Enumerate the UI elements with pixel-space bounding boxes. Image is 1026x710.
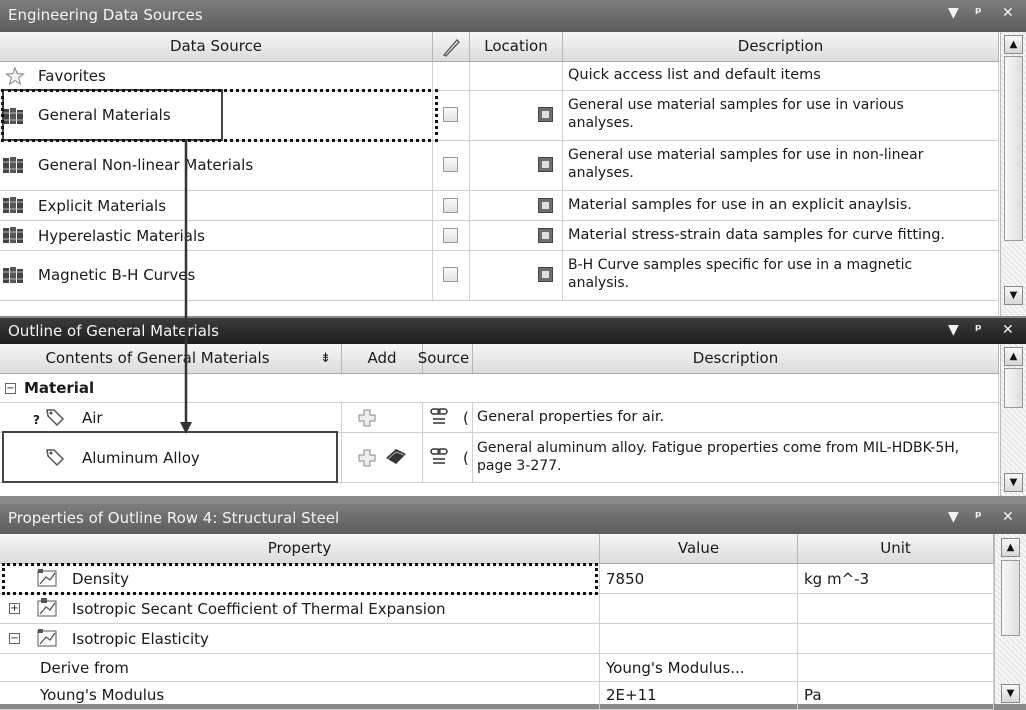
source-description: Quick access list and default items [568,67,821,83]
source-letter: ( [463,409,469,427]
add-icon[interactable] [358,409,376,427]
pin-icon[interactable]: ᵖ [975,5,982,21]
book-icon[interactable] [384,446,408,466]
chart-icon [37,598,59,618]
scroll-up-button[interactable]: ▲ [1001,538,1020,557]
location-cell [470,251,563,301]
properties-scrollbar[interactable] [994,534,1026,704]
value-cell[interactable] [600,654,798,682]
edit-cell [433,191,470,221]
property-cell [0,682,600,710]
location-icon[interactable] [538,157,553,172]
outline-title: Outline of General Materials [8,322,219,340]
books-icon [2,156,24,174]
properties-panel [0,504,1026,704]
source-cell [0,251,433,301]
material-name: Aluminum Alloy [82,449,200,467]
outline-row-partial [0,483,999,496]
close-icon[interactable]: ✕ [1002,509,1014,525]
property-name: Young's Modulus [40,686,165,704]
density-selection [2,563,598,595]
property-unit: kg m^-3 [804,570,870,588]
scroll-thumb[interactable] [1001,560,1020,636]
collapse-toggle[interactable]: − [6,383,15,394]
header-edit[interactable] [433,32,470,62]
header-contents[interactable] [0,344,342,374]
scroll-down-button[interactable]: ▼ [1001,684,1020,703]
property-unit: Pa [804,686,822,704]
description-cell [563,91,999,141]
header-source-label: Source [417,349,470,367]
source-cell [0,221,433,251]
property-cell [0,594,600,624]
outline-panel [0,318,1026,496]
group-row-material[interactable] [0,374,999,403]
unit-cell[interactable] [798,594,994,624]
location-cell [470,221,563,251]
group-label: Material [24,379,95,397]
dropdown-icon[interactable]: ▼ [948,322,959,338]
outline-titlebar [0,318,1026,344]
unit-cell[interactable] [798,682,994,710]
description-cell [473,433,999,483]
property-name: Density [72,570,130,588]
source-description: Material stress-strain data samples for curve fitting. [568,227,946,243]
source-cell [0,141,433,191]
source-name: Magnetic B-H Curves [38,266,196,284]
source-name: Hyperelastic Materials [38,227,205,245]
location-cell [470,191,563,221]
favorite-checkbox[interactable] [443,107,458,122]
edit-cell [433,62,470,91]
header-data-source[interactable]: Data Source [0,32,433,62]
add-cell [342,433,423,483]
value-cell[interactable] [600,682,798,710]
source-name: Explicit Materials [38,197,167,215]
source-cell [423,403,473,433]
scroll-thumb[interactable] [1004,56,1023,241]
books-icon [2,266,24,284]
header-value[interactable]: Value [600,534,798,564]
pencil-icon [440,36,462,58]
favorite-checkbox[interactable] [443,267,458,282]
edit-cell [433,251,470,301]
source-description: B-H Curve samples specific for use in a magnetic analysis. [568,257,913,291]
contents-cell [0,403,342,433]
description-cell [563,141,999,191]
sources-title: Engineering Data Sources [8,6,203,24]
property-cell [0,654,600,682]
value-cell[interactable] [600,624,798,654]
header-description[interactable]: Description [473,344,999,374]
engineering-data-sources-panel [0,0,1026,316]
source-name: General Non-linear Materials [38,156,254,174]
value-cell[interactable] [600,564,798,594]
property-name: Isotropic Secant Coefficient of Thermal Expansion [72,600,446,618]
link-icon[interactable] [429,405,451,427]
property-cell [0,624,600,654]
source-cell [423,433,473,483]
description-cell [563,191,999,221]
source-row-partial [0,301,999,316]
material-description: General aluminum alloy. Fatigue properties come from MIL-HDBK-5H, page 3-277. [477,440,960,474]
star-icon [4,67,26,85]
dropdown-icon[interactable]: ▼ [948,509,959,525]
unit-cell[interactable] [798,654,994,682]
properties-titlebar [0,504,1026,534]
books-icon [2,226,24,244]
add-icon[interactable] [358,449,376,467]
chart-icon [37,628,59,648]
unit-cell[interactable] [798,564,994,594]
location-icon[interactable] [538,267,553,282]
property-value: Young's Modulus... [606,659,745,677]
source-letter: ( [463,449,469,467]
source-cell [0,62,433,91]
edit-cell [433,221,470,251]
pin-icon[interactable]: ᵖ [975,322,982,338]
source-name: General Materials [38,106,171,124]
add-cell [342,403,423,433]
question-icon: ? [33,413,40,427]
books-icon [2,196,24,214]
favorite-checkbox[interactable] [443,198,458,213]
expand-toggle[interactable]: + [10,603,19,614]
source-description: Material samples for use in an explicit anaylsis. [568,197,912,213]
scroll-down-button[interactable]: ▼ [1004,286,1023,305]
collapse-toggle[interactable]: − [10,633,19,644]
location-cell [470,91,563,141]
property-value: 2E+11 [606,686,657,704]
favorite-checkbox[interactable] [443,157,458,172]
property-name: Isotropic Elasticity [72,630,209,648]
outline-scrollbar[interactable] [1000,344,1026,496]
header-source[interactable] [417,344,473,374]
dropdown-icon[interactable]: ▼ [948,5,959,21]
scroll-up-button[interactable]: ▲ [1004,35,1023,54]
location-cell [470,62,563,91]
general-materials-selection [1,89,438,142]
description-cell [563,251,999,301]
header-unit[interactable]: Unit [798,534,994,564]
location-icon[interactable] [538,107,553,122]
close-icon[interactable]: ✕ [1002,5,1014,21]
material-description: General properties for air. [477,409,665,425]
source-description: General use material samples for use in non-linear analyses. [568,147,924,181]
link-icon[interactable] [429,445,451,467]
description-cell [473,403,999,433]
description-cell [563,221,999,251]
close-icon[interactable]: ✕ [1002,322,1014,338]
edit-cell [433,141,470,191]
header-property[interactable]: Property [0,534,600,564]
pin-icon[interactable]: ᵖ [975,509,982,525]
location-icon[interactable] [538,198,553,213]
scroll-thumb[interactable] [1004,368,1023,408]
scroll-down-button[interactable]: ▼ [1004,473,1023,492]
location-icon[interactable] [538,228,553,243]
unit-cell[interactable] [798,624,994,654]
scroll-up-button[interactable]: ▲ [1004,347,1023,366]
location-cell [470,141,563,191]
property-name: Derive from [40,659,129,677]
material-name: Air [82,409,103,427]
header-contents-label: Contents of General Materials [45,349,270,367]
sources-titlebar [0,0,1026,32]
value-cell[interactable] [600,594,798,624]
properties-title: Properties of Outline Row 4: Structural Steel [8,509,340,527]
source-description: General use material samples for use in various analyses. [568,97,904,131]
property-value: 7850 [606,570,645,588]
source-cell [0,191,433,221]
header-description[interactable]: Description [563,32,999,62]
source-name: Favorites [38,67,106,85]
sources-scrollbar[interactable] [1000,32,1026,316]
sort-icon[interactable]: ⇟ [320,351,331,366]
edit-cell [433,91,470,141]
description-cell [563,62,999,91]
aluminum-alloy-callout [2,431,338,483]
header-add[interactable]: Add [342,344,423,374]
favorite-checkbox[interactable] [443,228,458,243]
tag-icon [45,407,65,427]
header-location[interactable]: Location [470,32,563,62]
